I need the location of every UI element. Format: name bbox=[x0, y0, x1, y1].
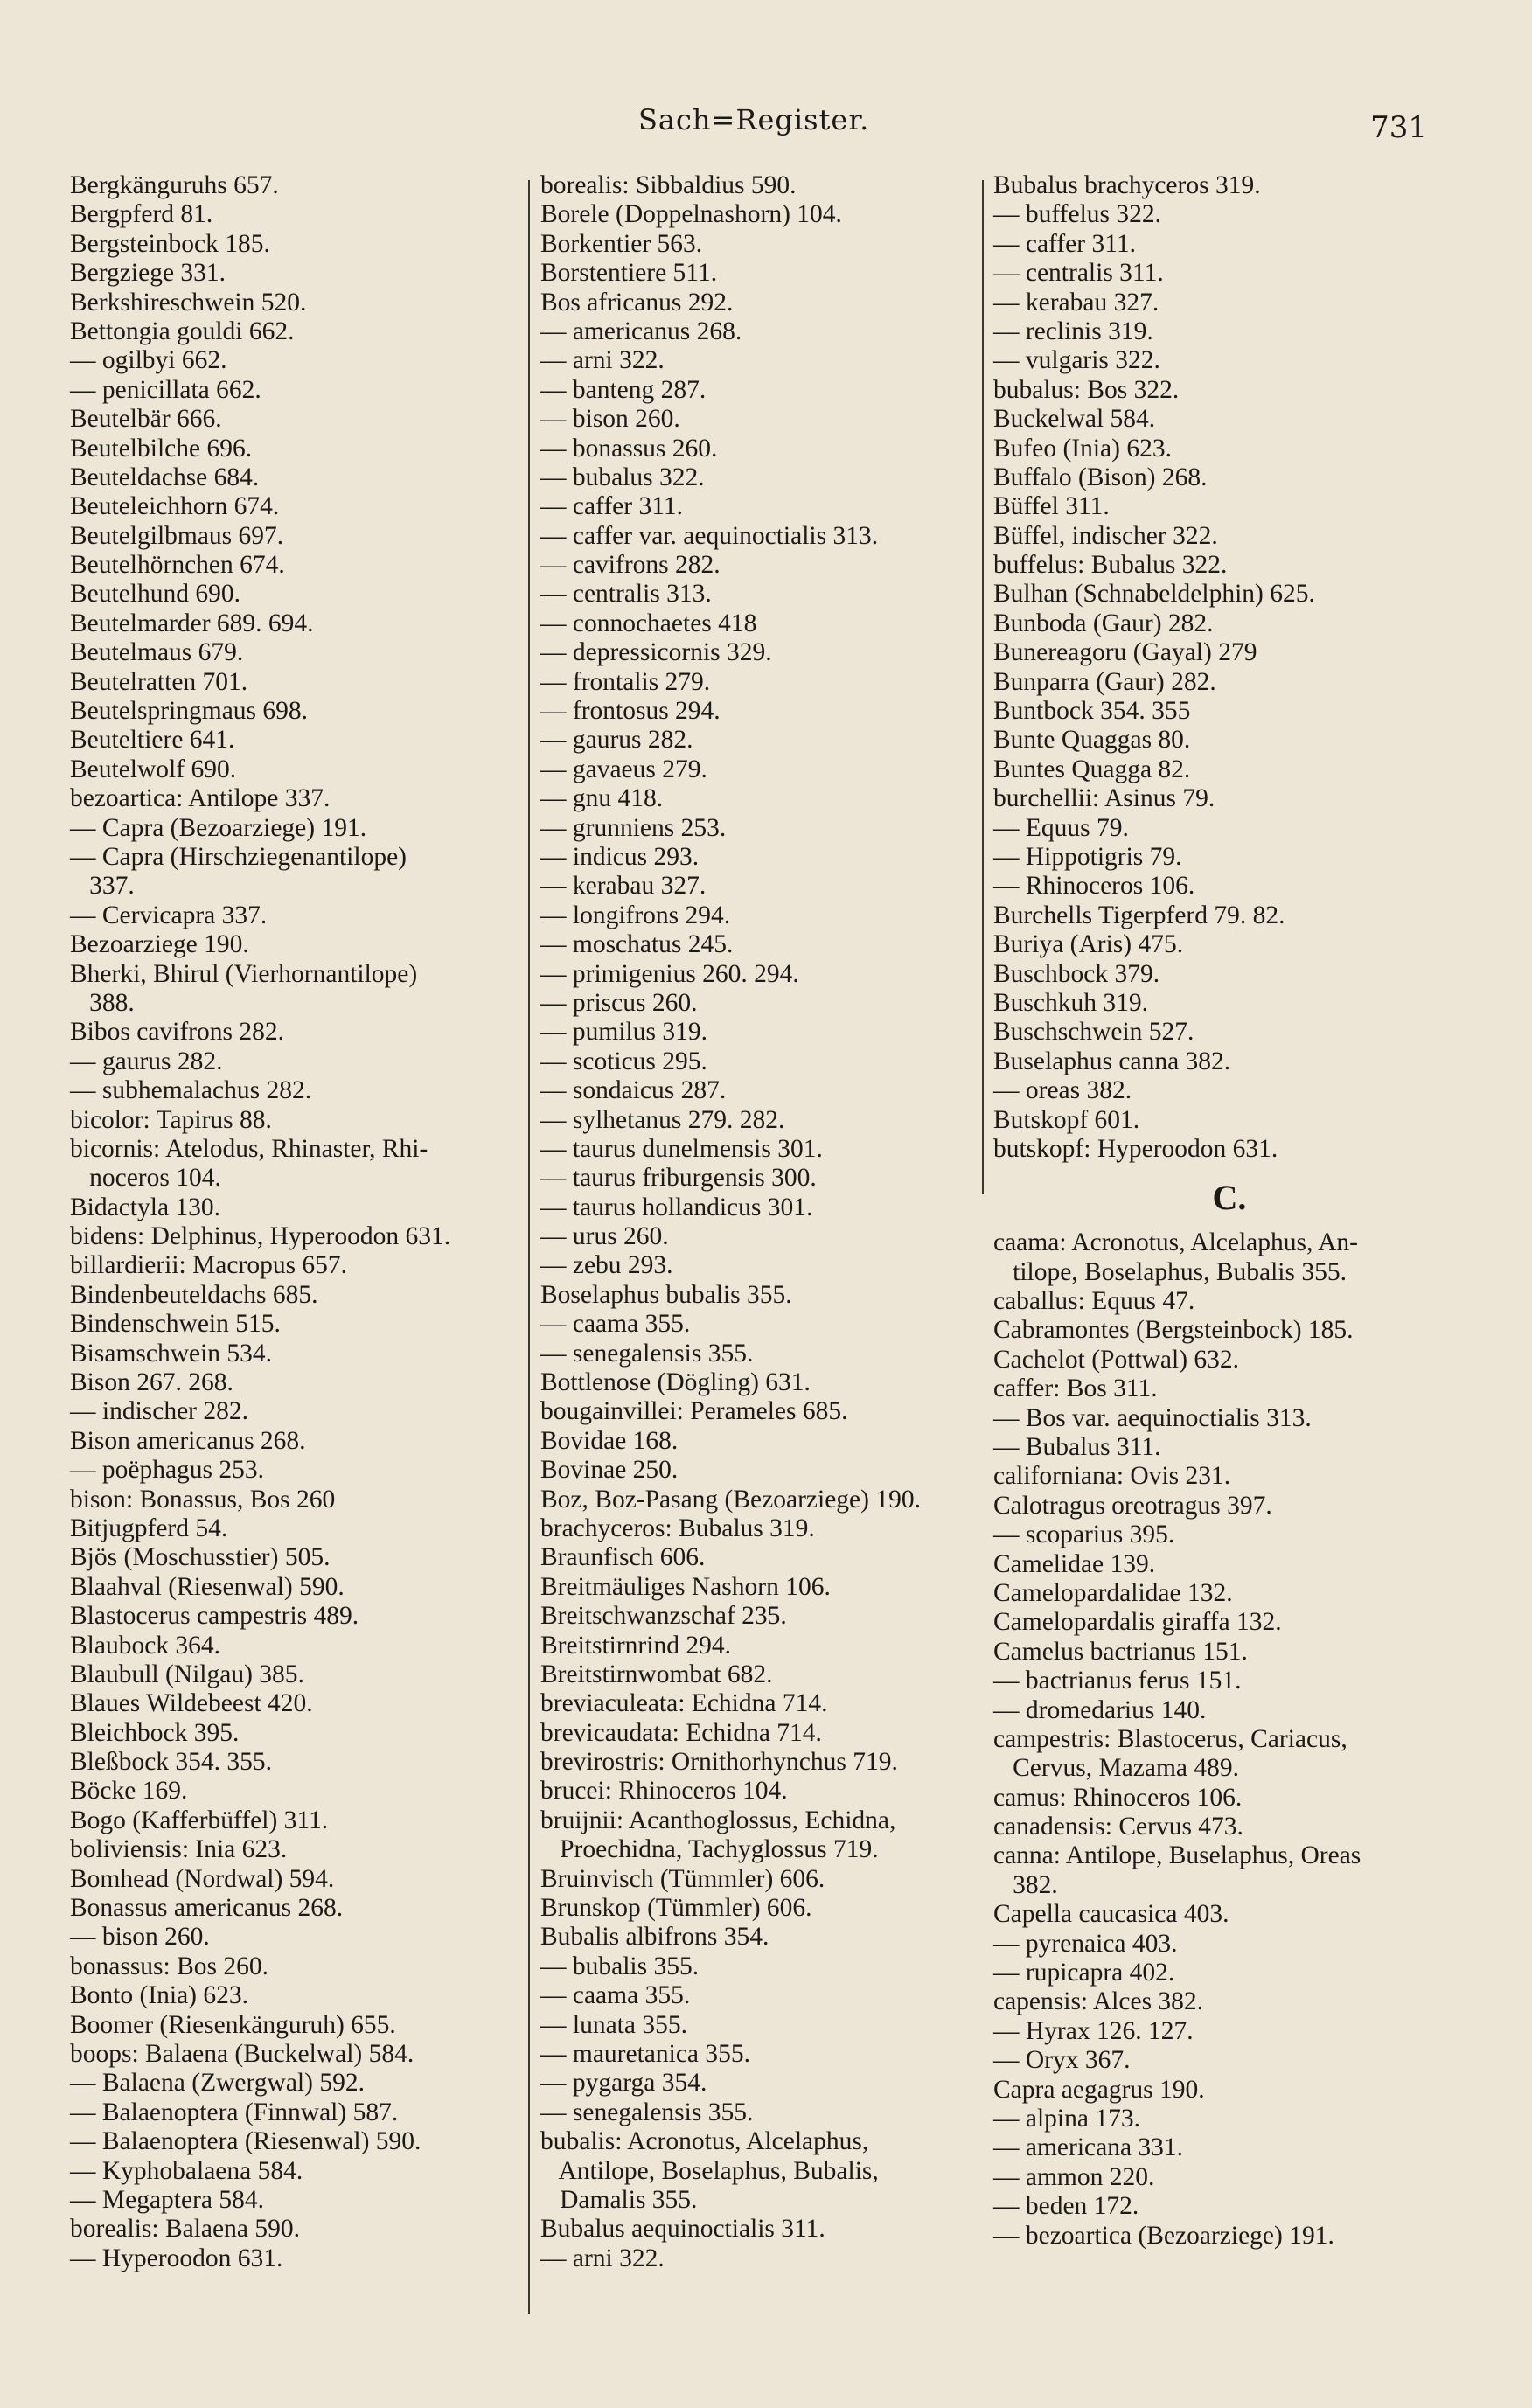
index-entry: — Kyphobalaena 584. bbox=[70, 2156, 303, 2185]
index-entry: bubalis: Acronotus, Alcelaphus, bbox=[540, 2127, 869, 2156]
index-entry: Beutelbär 666. bbox=[70, 405, 222, 434]
index-entry: Berkshireschwein 520. bbox=[70, 288, 307, 317]
index-entry: — Hyperoodon 631. bbox=[70, 2244, 283, 2272]
index-entry: Beutelhund 690. bbox=[70, 580, 241, 609]
index-entry: — indischer 282. bbox=[70, 1397, 249, 1426]
index-entry: Bubalus brachyceros 319. bbox=[993, 171, 1261, 199]
index-entry: Bunparra (Gaur) 282. bbox=[993, 667, 1216, 696]
index-columns bbox=[70, 171, 1434, 2331]
index-entry: Beutelratten 701. bbox=[70, 667, 248, 696]
index-entry: — alpina 173. bbox=[993, 2105, 1140, 2133]
index-entry: — banteng 287. bbox=[540, 375, 707, 404]
index-entry: — cavifrons 282. bbox=[540, 551, 721, 580]
index-entry: Beutelmarder 689. 694. bbox=[70, 609, 314, 637]
index-entry: Breitstirnrind 294. bbox=[540, 1631, 731, 1660]
index-entry: — Rhinoceros 106. bbox=[993, 872, 1195, 901]
index-entry: — zebu 293. bbox=[540, 1251, 673, 1280]
index-entry: — urus 260. bbox=[540, 1222, 669, 1251]
index-entry: — centralis 313. bbox=[540, 580, 712, 609]
index-entry: Bunboda (Gaur) 282. bbox=[993, 609, 1214, 637]
index-entry: — buffelus 322. bbox=[993, 200, 1162, 229]
index-entry: — Balaena (Zwergwal) 592. bbox=[70, 2069, 365, 2098]
index-entry: — taurus hollandicus 301. bbox=[540, 1193, 813, 1221]
index-entry: Beuteltiere 641. bbox=[70, 726, 235, 755]
index-entry: — bison 260. bbox=[70, 1923, 210, 1952]
index-entry: — grunniens 253. bbox=[540, 813, 727, 842]
index-entry: — ogilbyi 662. bbox=[70, 346, 227, 375]
index-entry: Boz, Boz-Pasang (Bezoarziege) 190. bbox=[540, 1485, 921, 1514]
index-entry: Beutelwolf 690. bbox=[70, 755, 237, 783]
index-entry: — pumilus 319. bbox=[540, 1018, 707, 1047]
index-entry: Camelopardalidae 132. bbox=[993, 1578, 1233, 1607]
index-entry: Bjös (Moschusstier) 505. bbox=[70, 1543, 331, 1572]
index-entry: Bindenbeuteldachs 685. bbox=[70, 1280, 318, 1309]
index-entry: — gaurus 282. bbox=[540, 726, 693, 755]
index-entry: Bleichbock 395. bbox=[70, 1718, 240, 1747]
running-title: Sach=Register. bbox=[638, 103, 870, 136]
index-entry: Cervus, Mazama 489. bbox=[993, 1754, 1239, 1783]
index-entry: — taurus dunelmensis 301. bbox=[540, 1134, 823, 1163]
index-entry: Cabramontes (Bergsteinbock) 185. bbox=[993, 1316, 1354, 1345]
index-entry: Bovidae 168. bbox=[540, 1426, 679, 1455]
index-entry: — lunata 355. bbox=[540, 2010, 687, 2039]
index-entry: Camelopardalis giraffa 132. bbox=[993, 1608, 1282, 1637]
index-entry: — rupicapra 402. bbox=[993, 1959, 1175, 1987]
index-entry: bougainvillei: Perameles 685. bbox=[540, 1397, 848, 1426]
index-entry: Bison americanus 268. bbox=[70, 1426, 306, 1455]
index-entry: — mauretanica 355. bbox=[540, 2040, 751, 2068]
index-entry: — penicillata 662. bbox=[70, 375, 261, 404]
index-entry: Bottlenose (Dögling) 631. bbox=[540, 1368, 811, 1397]
index-entry: campestris: Blastocerus, Cariacus, bbox=[993, 1724, 1347, 1753]
index-entry: Buntbock 354. 355 bbox=[993, 697, 1191, 726]
index-entry: — gaurus 282. bbox=[70, 1047, 223, 1075]
index-entry: Bibos cavifrons 282. bbox=[70, 1018, 284, 1047]
index-entry: — caffer var. aequinoctialis 313. bbox=[540, 521, 879, 550]
index-entry: bidens: Delphinus, Hyperoodon 631. bbox=[70, 1222, 451, 1251]
index-entry: Beuteleichhorn 674. bbox=[70, 492, 280, 521]
index-entry: Bogo (Kafferbüffel) 311. bbox=[70, 1806, 329, 1834]
index-entry: Braunfisch 606. bbox=[540, 1543, 706, 1572]
index-entry: brevirostris: Ornithorhynchus 719. bbox=[540, 1748, 898, 1777]
index-entry: bonassus: Bos 260. bbox=[70, 1952, 269, 1980]
index-entry: Bisamschwein 534. bbox=[70, 1339, 273, 1368]
index-entry: — sondaicus 287. bbox=[540, 1076, 727, 1105]
index-entry: — bactrianus ferus 151. bbox=[993, 1667, 1242, 1695]
index-entry: — Oryx 367. bbox=[993, 2046, 1131, 2075]
index-entry: — Balaenoptera (Finnwal) 587. bbox=[70, 2098, 399, 2126]
index-entry: Breitschwanzschaf 235. bbox=[540, 1602, 787, 1631]
index-entry: capensis: Alces 382. bbox=[993, 1987, 1204, 2016]
section-letter-heading: C. bbox=[1212, 1178, 1247, 1218]
index-entry: — Capra (Hirschziegenantilope) bbox=[70, 842, 407, 871]
index-entry: brucei: Rhinoceros 104. bbox=[540, 1777, 788, 1806]
index-entry: — senegalensis 355. bbox=[540, 2098, 754, 2126]
column-divider bbox=[528, 180, 530, 2314]
index-entry: — Cervicapra 337. bbox=[70, 901, 268, 929]
index-entry: noceros 104. bbox=[70, 1164, 221, 1193]
index-entry: Bidactyla 130. bbox=[70, 1193, 221, 1221]
index-entry: Bonassus americanus 268. bbox=[70, 1894, 344, 1923]
index-entry: — ammon 220. bbox=[993, 2162, 1155, 2191]
index-entry: Bherki, Bhirul (Vierhornantilope) bbox=[70, 959, 418, 988]
index-entry: Bezoarziege 190. bbox=[70, 930, 249, 959]
index-entry: Beutelgilbmaus 697. bbox=[70, 521, 284, 550]
index-entry: Boomer (Riesenkänguruh) 655. bbox=[70, 2010, 396, 2039]
index-entry: — connochaetes 418 bbox=[540, 609, 757, 637]
index-entry: — americana 331. bbox=[993, 2133, 1184, 2162]
index-entry: breviaculeata: Echidna 714. bbox=[540, 1689, 828, 1718]
index-entry: Capella caucasica 403. bbox=[993, 1900, 1229, 1929]
index-entry: Proechidna, Tachyglossus 719. bbox=[540, 1835, 879, 1864]
index-entry: — kerabau 327. bbox=[540, 872, 707, 901]
index-entry: — kerabau 327. bbox=[993, 288, 1159, 317]
index-entry: tilope, Boselaphus, Bubalis 355. bbox=[993, 1257, 1347, 1286]
index-entry: Bruinvisch (Tümmler) 606. bbox=[540, 1864, 825, 1893]
index-entry: — centralis 311. bbox=[993, 259, 1164, 288]
index-entry: Blaubull (Nilgau) 385. bbox=[70, 1660, 304, 1688]
index-entry: — gnu 418. bbox=[540, 784, 664, 813]
page-header bbox=[0, 103, 1532, 156]
index-entry: Beutelmaus 679. bbox=[70, 638, 244, 667]
index-entry: Bovinae 250. bbox=[540, 1456, 679, 1485]
index-entry: Bos africanus 292. bbox=[540, 288, 734, 317]
index-entry: Breitstirnwombat 682. bbox=[540, 1660, 773, 1688]
index-entry: — vulgaris 322. bbox=[993, 346, 1160, 375]
index-entry: Bindenschwein 515. bbox=[70, 1310, 281, 1339]
index-entry: Bergsteinbock 185. bbox=[70, 229, 270, 258]
index-entry: — arni 322. bbox=[540, 2244, 665, 2272]
index-entry: Büffel, indischer 322. bbox=[993, 521, 1218, 550]
index-entry: — bubalis 355. bbox=[540, 1952, 700, 1980]
index-entry: Damalis 355. bbox=[540, 2185, 698, 2214]
index-entry: caffer: Bos 311. bbox=[993, 1375, 1158, 1403]
index-entry: — senegalensis 355. bbox=[540, 1339, 754, 1368]
index-entry: Blaahval (Riesenwal) 590. bbox=[70, 1572, 345, 1601]
page-number: 731 bbox=[1370, 110, 1427, 145]
index-entry: — caffer 311. bbox=[540, 492, 683, 521]
index-entry: Bomhead (Nordwal) 594. bbox=[70, 1864, 335, 1893]
index-column-2 bbox=[540, 171, 1030, 2273]
index-entry: borealis: Sibbaldius 590. bbox=[540, 171, 797, 199]
index-entry: — reclinis 319. bbox=[993, 317, 1153, 345]
index-entry: — taurus friburgensis 300. bbox=[540, 1164, 817, 1193]
index-entry: Bitjugpferd 54. bbox=[70, 1514, 228, 1542]
index-entry: Blastocerus campestris 489. bbox=[70, 1602, 359, 1631]
index-entry: — longifrons 294. bbox=[540, 901, 731, 929]
index-entry: — Capra (Bezoarziege) 191. bbox=[70, 813, 367, 842]
index-entry: — beden 172. bbox=[993, 2192, 1139, 2221]
index-entry: boliviensis: Inia 623. bbox=[70, 1835, 288, 1864]
index-entry: — arni 322. bbox=[540, 346, 665, 375]
index-entry: Büffel 311. bbox=[993, 492, 1110, 521]
index-entry: Bonto (Inia) 623. bbox=[70, 1981, 249, 2010]
index-column-3 bbox=[993, 171, 1466, 2251]
index-entry: Borstentiere 511. bbox=[540, 259, 718, 288]
index-entry: — priscus 260. bbox=[540, 988, 698, 1017]
index-entry: Bubalis albifrons 354. bbox=[540, 1923, 769, 1952]
index-entry: — bonassus 260. bbox=[540, 434, 718, 463]
index-entry: — Balaenoptera (Riesenwal) 590. bbox=[70, 2127, 421, 2156]
index-entry: Bulhan (Schnabeldelphin) 625. bbox=[993, 580, 1315, 609]
index-entry: billardierii: Macropus 657. bbox=[70, 1251, 348, 1280]
index-entry: boops: Balaena (Buckelwal) 584. bbox=[70, 2040, 414, 2068]
index-entry: caballus: Equus 47. bbox=[993, 1287, 1195, 1316]
index-entry: Buschbock 379. bbox=[993, 959, 1160, 988]
index-entry: Beuteldachse 684. bbox=[70, 463, 260, 491]
index-entry: — bubalus 322. bbox=[540, 463, 705, 491]
index-entry: — frontosus 294. bbox=[540, 697, 721, 726]
index-entry: bicolor: Tapirus 88. bbox=[70, 1105, 272, 1134]
index-entry: bison: Bonassus, Bos 260 bbox=[70, 1485, 336, 1514]
index-entry: canna: Antilope, Buselaphus, Oreas bbox=[993, 1841, 1361, 1870]
index-entry: — dromedarius 140. bbox=[993, 1695, 1207, 1724]
index-entry: Buffalo (Bison) 268. bbox=[993, 463, 1208, 491]
index-entry: borealis: Balaena 590. bbox=[70, 2215, 300, 2244]
index-entry: Camelidae 139. bbox=[993, 1549, 1156, 1578]
index-entry: — gavaeus 279. bbox=[540, 755, 707, 783]
index-entry: Bunte Quaggas 80. bbox=[993, 726, 1191, 755]
index-entry: Butskopf 601. bbox=[993, 1105, 1140, 1134]
index-entry: Borele (Doppelnashorn) 104. bbox=[540, 200, 842, 229]
index-entry: — oreas 382. bbox=[993, 1076, 1132, 1105]
index-entry: — poëphagus 253. bbox=[70, 1456, 265, 1485]
index-entry: — indicus 293. bbox=[540, 842, 700, 871]
index-entry: Bergziege 331. bbox=[70, 259, 226, 288]
index-entry: Brunskop (Tümmler) 606. bbox=[540, 1894, 812, 1923]
index-entry: Bergpferd 81. bbox=[70, 200, 213, 229]
index-entry: — caama 355. bbox=[540, 1310, 691, 1339]
index-entry: Camelus bactrianus 151. bbox=[993, 1637, 1248, 1666]
index-entry: — Bos var. aequinoctialis 313. bbox=[993, 1403, 1312, 1432]
index-entry: camus: Rhinoceros 106. bbox=[993, 1783, 1243, 1812]
index-entry: — americanus 268. bbox=[540, 317, 742, 345]
index-entry: Buschkuh 319. bbox=[993, 988, 1148, 1017]
index-entry: brachyceros: Bubalus 319. bbox=[540, 1514, 815, 1542]
index-entry: — frontalis 279. bbox=[540, 667, 711, 696]
index-entry: butskopf: Hyperoodon 631. bbox=[993, 1134, 1278, 1163]
index-entry: — pygarga 354. bbox=[540, 2069, 707, 2098]
index-entry: Bergkänguruhs 657. bbox=[70, 171, 279, 199]
index-entry: — Hippotigris 79. bbox=[993, 842, 1182, 871]
index-entry: bezoartica: Antilope 337. bbox=[70, 784, 331, 813]
index-entry: Blaues Wildebeest 420. bbox=[70, 1689, 313, 1718]
index-entry: — scoticus 295. bbox=[540, 1047, 707, 1075]
index-entry: — depressicornis 329. bbox=[540, 638, 772, 667]
index-entry: — bezoartica (Bezoarziege) 191. bbox=[993, 2221, 1334, 2250]
index-entry: Cachelot (Pottwal) 632. bbox=[993, 1345, 1240, 1374]
index-entry: 382. bbox=[993, 1870, 1058, 1899]
index-entry: Buriya (Aris) 475. bbox=[993, 930, 1184, 959]
index-entry: Antilope, Boselaphus, Bubalis, bbox=[540, 2156, 879, 2185]
index-entry: californiana: Ovis 231. bbox=[993, 1462, 1231, 1491]
index-entry: Buselaphus canna 382. bbox=[993, 1047, 1231, 1075]
index-entry: 388. bbox=[70, 988, 135, 1017]
index-entry: Beutelspringmaus 698. bbox=[70, 697, 309, 726]
index-entry: Bunereagoru (Gayal) 279 bbox=[993, 638, 1257, 667]
index-entry: Bleßbock 354. 355. bbox=[70, 1748, 273, 1777]
index-entry: — caama 355. bbox=[540, 1981, 691, 2010]
index-entry: Burchells Tigerpferd 79. 82. bbox=[993, 901, 1285, 929]
index-entry: bubalus: Bos 322. bbox=[993, 375, 1180, 404]
index-entry: — pyrenaica 403. bbox=[993, 1929, 1178, 1958]
index-entry: buffelus: Bubalus 322. bbox=[993, 551, 1228, 580]
index-entry: Blaubock 364. bbox=[70, 1631, 221, 1660]
index-entry: Buckelwal 584. bbox=[993, 405, 1156, 434]
index-entry: Borkentier 563. bbox=[540, 229, 703, 258]
index-entry: burchellii: Asinus 79. bbox=[993, 784, 1215, 813]
index-entry: Calotragus oreotragus 397. bbox=[993, 1491, 1272, 1520]
index-entry: — primigenius 260. 294. bbox=[540, 959, 799, 988]
index-entry: bruijnii: Acanthoglossus, Echidna, bbox=[540, 1806, 896, 1834]
index-entry: Beutelhörnchen 674. bbox=[70, 551, 285, 580]
index-entry: Bubalus aequinoctialis 311. bbox=[540, 2215, 825, 2244]
index-entry: — Hyrax 126. 127. bbox=[993, 2016, 1194, 2045]
index-entry: Breitmäuliges Nashorn 106. bbox=[540, 1572, 831, 1601]
index-entry: — subhemalachus 282. bbox=[70, 1076, 312, 1105]
index-entry: 337. bbox=[70, 872, 135, 901]
column-divider bbox=[982, 180, 984, 1194]
index-entry: — scoparius 395. bbox=[993, 1521, 1175, 1549]
index-entry: Buntes Quagga 82. bbox=[993, 755, 1191, 783]
index-entry: Capra aegagrus 190. bbox=[993, 2075, 1205, 2104]
index-entry: — Megaptera 584. bbox=[70, 2185, 264, 2214]
index-entry: — sylhetanus 279. 282. bbox=[540, 1105, 785, 1134]
index-column-1 bbox=[70, 171, 525, 2273]
index-entry: — caffer 311. bbox=[993, 229, 1136, 258]
index-entry: Bison 267. 268. bbox=[70, 1368, 233, 1397]
index-entry: canadensis: Cervus 473. bbox=[993, 1813, 1243, 1841]
index-entry: — bison 260. bbox=[540, 405, 680, 434]
index-entry: Bettongia gouldi 662. bbox=[70, 317, 295, 345]
index-entry: Boselaphus bubalis 355. bbox=[540, 1280, 792, 1309]
index-entry: Beutelbilche 696. bbox=[70, 434, 253, 463]
index-entry: brevicaudata: Echidna 714. bbox=[540, 1718, 822, 1747]
index-entry: caama: Acronotus, Alcelaphus, An- bbox=[993, 1228, 1358, 1257]
index-entry: — Bubalus 311. bbox=[993, 1433, 1161, 1462]
index-entry: — Equus 79. bbox=[993, 813, 1129, 842]
index-entry: — moschatus 245. bbox=[540, 930, 734, 959]
index-entry: Bufeo (Inia) 623. bbox=[993, 434, 1172, 463]
index-entry: bicornis: Atelodus, Rhinaster, Rhi- bbox=[70, 1134, 428, 1163]
index-entry: Buschschwein 527. bbox=[993, 1018, 1194, 1047]
index-entry: Böcke 169. bbox=[70, 1777, 188, 1806]
